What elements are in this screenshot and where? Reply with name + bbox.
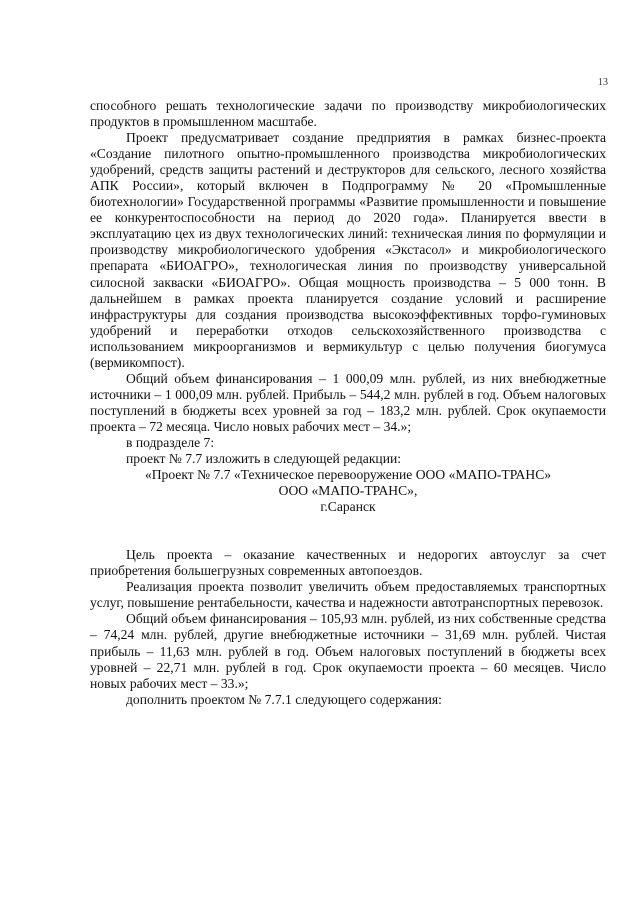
paragraph-amendment: проект № 7.7 изложить в следующей редакции: [126, 451, 402, 467]
paragraph-project-goal: Цель проекта – оказание качественных и недорогих автоуслуг за счет приобретения большегрузных современных автопоездов. [90, 547, 606, 579]
document-body [90, 98, 606, 708]
project-heading: «Проект № 7.7 «Техническое перевооружение ООО «МАПО-ТРАНС» [144, 467, 552, 483]
paragraph-project-financing: Общий объем финансирования – 105,93 млн. рублей, из них собственные средства – 74,24 млн. рублей, другие внебюджетные источники – 31,69 млн. рублей. Чистая прибыль – 11,63 млн. рублей в год. Объем налоговых поступлений в бюджеты всех уровней – 22,71 млн. рублей в год. Срок окупаемости проекта – 60 месяцев. Число новых рабочих мест – 33.»; [90, 611, 606, 691]
spacer [90, 515, 606, 547]
page-number: 13 [598, 77, 608, 88]
paragraph-continuation: способного решать технологические задачи по производству микробиологических продуктов в промышленном масштабе. [90, 98, 606, 130]
project-city: г.Саранск [320, 499, 376, 515]
paragraph-project-implementation: Реализация проекта позволит увеличить объем предоставляемых транспортных услуг, повышение рентабельности, качества и надежности автотранспортных перевозок. [90, 579, 606, 611]
project-company: ООО «МАПО-ТРАНС», [278, 483, 418, 499]
paragraph-project-description: Проект предусматривает создание предприятия в рамках бизнес-проекта «Создание пилотного опытно-промышленного производства микробиологических удобрений, средств защиты растений и деструкторов для сельского, лесного хозяйства АПК России», который включен в Подпрограмму № 20 «Промышленные биотехнологии» Государственной программы «Развитие промышленности и повышение ее конкурентоспособности на период до 2020 года». Планируется ввести в эксплуатацию цех из двух технологических линий: техническая линия по формуляции и производству микробиологического удобрения «Экстасол» и микробиологического препарата «БИОАГРО», технологическая линия по производству универсальной силосной закваски «БИОАГРО». Общая мощность производства – 5 000 тонн. В дальнейшем в рамках проекта планируется создание условий и расширение инфраструктуры для создания производства высокоэффективных торфо-гуминовых удобрений и переработки отходов сельскохозяйственного производства с использованием микроорганизмов и вермикультур с целью получения биогумуса (вермикомпост). [90, 130, 606, 370]
paragraph-subsection: в подразделе 7: [126, 434, 215, 450]
paragraph-addition: дополнить проектом № 7.7.1 следующего содержания: [126, 691, 442, 707]
paragraph-financing: Общий объем финансирования – 1 000,09 млн. рублей, из них внебюджетные источники – 1 000,09 млн. рублей. Прибыль – 544,2 млн. рублей в год. Объем налоговых поступлений в бюджеты всех уровней за год – 183,2 млн. рублей. Срок окупаемости проекта – 72 месяца. Число новых рабочих мест – 34.»; [90, 370, 606, 434]
